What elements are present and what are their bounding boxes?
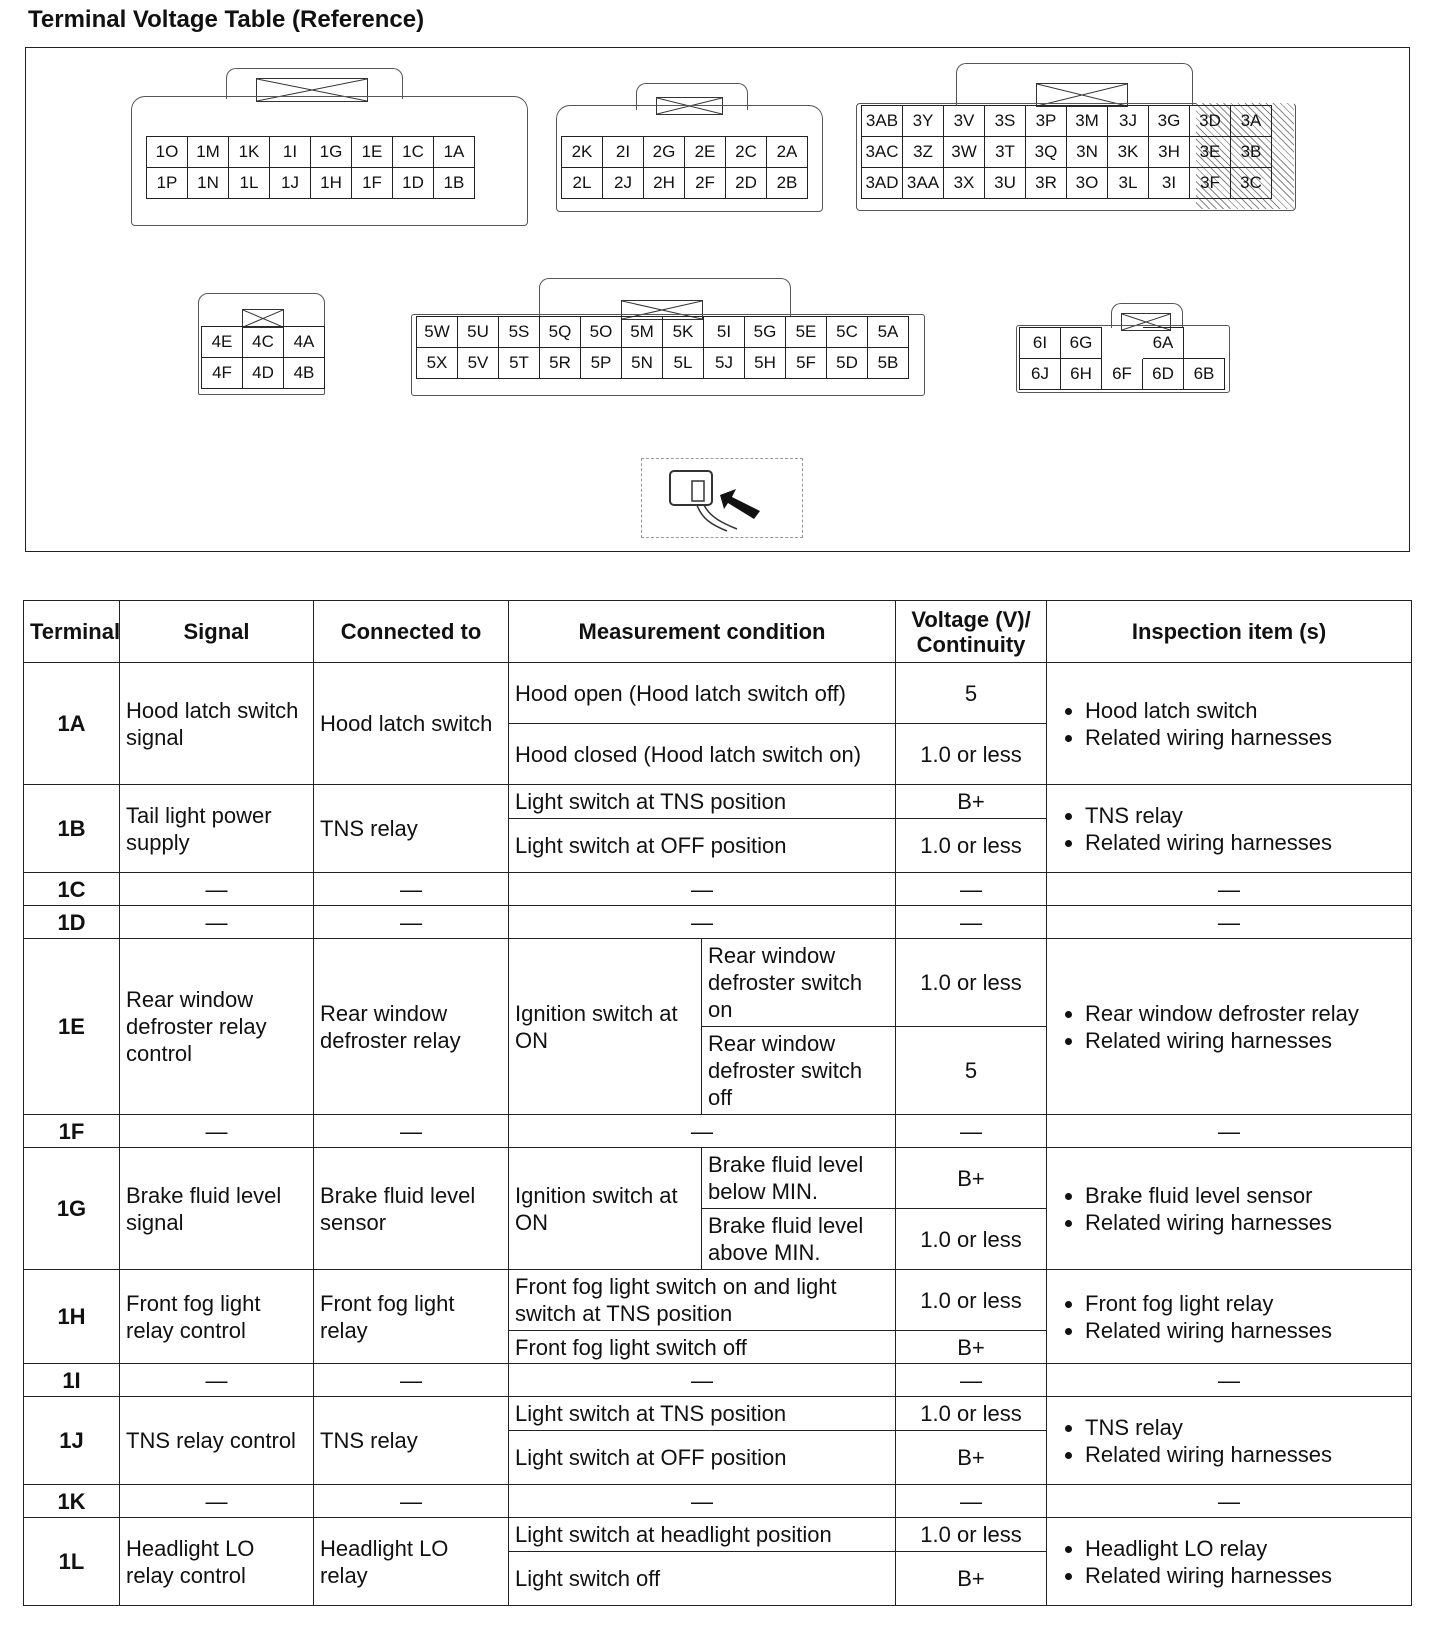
header-inspection: Inspection item (s) (1047, 601, 1412, 663)
terminal-pin: 1C (393, 137, 434, 168)
signal-cell: Front fog light relay control (120, 1270, 314, 1364)
terminal-pin: 4D (243, 358, 284, 389)
table-row (24, 1397, 1412, 1431)
connector-1-terminals (146, 136, 475, 199)
terminal-voltage-table (23, 600, 1412, 1606)
terminal-pin: 1L (229, 168, 270, 199)
terminal-pin: 2K (562, 137, 603, 168)
terminal-pin: 2C (726, 137, 767, 168)
signal-cell: Brake fluid level signal (120, 1148, 314, 1270)
terminal-cell: 1C (24, 873, 120, 906)
inspection-cell (1047, 663, 1412, 785)
terminal-pin: 6B (1184, 359, 1225, 390)
terminal-pin: 3Q (1026, 137, 1067, 168)
table-row (24, 1115, 1412, 1148)
terminal-row (417, 317, 909, 348)
connector-5-terminals (416, 316, 909, 379)
terminal-pin: 5X (417, 348, 458, 379)
terminal-pin: 5B (868, 348, 909, 379)
terminal-pin: 4F (202, 358, 243, 389)
terminal-pin: 5O (581, 317, 622, 348)
terminal-row (417, 348, 909, 379)
condition-cell: Front fog light switch on and light switch at TNS position (509, 1270, 896, 1331)
table-row (24, 1148, 1412, 1209)
inspection-item: • TNS relay (1085, 1414, 1405, 1441)
table-row (24, 1518, 1412, 1552)
terminal-row (147, 168, 475, 199)
voltage-cell: 1.0 or less (896, 1518, 1047, 1552)
terminal-pin: 5M (622, 317, 663, 348)
connected-cell: TNS relay (314, 1397, 509, 1485)
terminal-pin: 6I (1020, 328, 1061, 359)
terminal-pin: 3I (1149, 168, 1190, 199)
condition-cell: Front fog light switch off (509, 1331, 896, 1364)
terminal-pin: 6A (1143, 328, 1184, 359)
dash-cell: — (896, 1364, 1047, 1397)
terminal-pin: 3AB (862, 106, 903, 137)
terminal-pin: 1D (393, 168, 434, 199)
dash-cell: — (120, 906, 314, 939)
terminal-pin: 3S (985, 106, 1026, 137)
terminal-pin: 5H (745, 348, 786, 379)
connector-1 (131, 68, 531, 228)
terminal-pin: 1K (229, 137, 270, 168)
terminal-cell: 1D (24, 906, 120, 939)
voltage-cell: B+ (896, 1148, 1047, 1209)
terminal-cell: 1E (24, 939, 120, 1115)
terminal-pin: 3AD (862, 168, 903, 199)
sub-condition-cell: Brake fluid level above MIN. (702, 1209, 896, 1270)
terminal-pin: 5L (663, 348, 704, 379)
terminal-pin: 3F (1190, 168, 1231, 199)
connector-5 (411, 278, 931, 398)
connector-4-terminals (201, 326, 325, 389)
dash-cell: — (1047, 873, 1412, 906)
terminal-pin: 3O (1067, 168, 1108, 199)
connected-cell: Brake fluid level sensor (314, 1148, 509, 1270)
terminal-pin: 5Q (540, 317, 581, 348)
terminal-pin: 5E (786, 317, 827, 348)
terminal-row (862, 168, 1272, 199)
terminal-pin: 1B (434, 168, 475, 199)
voltage-cell: 1.0 or less (896, 1397, 1047, 1431)
terminal-pin: 2B (767, 168, 808, 199)
sub-condition-cell: Rear window defroster switch on (702, 939, 896, 1027)
inspection-item: • Headlight LO relay (1085, 1535, 1405, 1562)
terminal-pin: 5C (827, 317, 868, 348)
table-row (24, 906, 1412, 939)
terminal-pin: 3L (1108, 168, 1149, 199)
table-row (24, 1270, 1412, 1331)
condition-cell: Light switch at OFF position (509, 819, 896, 873)
signal-cell: TNS relay control (120, 1397, 314, 1485)
connector-3 (856, 63, 1296, 213)
dash-cell: — (896, 1115, 1047, 1148)
connected-cell: Front fog light relay (314, 1270, 509, 1364)
terminal-pin: 3T (985, 137, 1026, 168)
terminal-pin: 4A (284, 327, 325, 358)
terminal-pin: 3Z (903, 137, 944, 168)
terminal-pin: 3AC (862, 137, 903, 168)
terminal-pin: 4C (243, 327, 284, 358)
inspection-cell (1047, 1148, 1412, 1270)
header-terminal: Terminal (24, 601, 120, 663)
terminal-cell: 1J (24, 1397, 120, 1485)
terminal-pin: 4B (284, 358, 325, 389)
terminal-pin: 6G (1061, 328, 1102, 359)
signal-cell: Rear window defroster relay control (120, 939, 314, 1115)
terminal-pin: 6H (1061, 359, 1102, 390)
terminal-pin: 2A (767, 137, 808, 168)
terminal-pin: 5U (458, 317, 499, 348)
terminal-pin: 3U (985, 168, 1026, 199)
inspection-item: • Related wiring harnesses (1085, 829, 1405, 856)
terminal-pin: 1G (311, 137, 352, 168)
terminal-pin: 5A (868, 317, 909, 348)
terminal-pin: 2E (685, 137, 726, 168)
inspection-item: • Related wiring harnesses (1085, 1209, 1405, 1236)
dash-cell: — (120, 1364, 314, 1397)
voltage-cell: 1.0 or less (896, 1209, 1047, 1270)
condition-cell: Ignition switch at ON (509, 939, 702, 1115)
inspection-cell (1047, 1397, 1412, 1485)
dash-cell: — (314, 1115, 509, 1148)
dash-cell: — (509, 1485, 896, 1518)
condition-cell: Light switch at TNS position (509, 1397, 896, 1431)
inspection-item: • Front fog light relay (1085, 1290, 1405, 1317)
terminal-row (147, 137, 475, 168)
condition-cell: Light switch at TNS position (509, 785, 896, 819)
table-row (24, 1485, 1412, 1518)
voltage-cell: 1.0 or less (896, 1270, 1047, 1331)
connector-2-terminals (561, 136, 808, 199)
terminal-pin: 2F (685, 168, 726, 199)
header-voltage: Voltage (V)/ Continuity (896, 601, 1047, 663)
terminal-pin: 6F (1102, 359, 1143, 390)
terminal-pin: 2I (603, 137, 644, 168)
terminal-row (202, 358, 325, 389)
connector-diagram (25, 47, 1410, 552)
terminal-pin: 5R (540, 348, 581, 379)
terminal-pin: 5T (499, 348, 540, 379)
dash-cell: — (1047, 906, 1412, 939)
voltage-cell: B+ (896, 1331, 1047, 1364)
terminal-pin: 1N (188, 168, 229, 199)
inspection-cell (1047, 1518, 1412, 1606)
terminal-pin: 2L (562, 168, 603, 199)
sub-condition-cell: Brake fluid level below MIN. (702, 1148, 896, 1209)
terminal-pin: 5G (745, 317, 786, 348)
connector-3-terminals (861, 105, 1272, 199)
inspection-item: • Rear window defroster relay (1085, 1000, 1405, 1027)
dash-cell: — (314, 873, 509, 906)
voltage-cell: 1.0 or less (896, 724, 1047, 785)
terminal-pin: 3J (1108, 106, 1149, 137)
terminal-pin: 2G (644, 137, 685, 168)
terminal-cell: 1H (24, 1270, 120, 1364)
inspection-item: • Related wiring harnesses (1085, 1027, 1405, 1054)
terminal-pin: 5I (704, 317, 745, 348)
terminal-pin: 6D (1143, 359, 1184, 390)
terminal-row (1020, 359, 1225, 390)
terminal-row (562, 168, 808, 199)
terminal-pin: 1J (270, 168, 311, 199)
connected-cell: Rear window defroster relay (314, 939, 509, 1115)
terminal-pin: 5V (458, 348, 499, 379)
connector-6-terminals (1019, 327, 1225, 390)
dash-cell: — (120, 873, 314, 906)
voltage-cell: 5 (896, 663, 1047, 724)
voltage-cell: 1.0 or less (896, 939, 1047, 1027)
terminal-pin: 5P (581, 348, 622, 379)
terminal-cell: 1L (24, 1518, 120, 1606)
condition-cell: Hood closed (Hood latch switch on) (509, 724, 896, 785)
dash-cell: — (896, 906, 1047, 939)
dash-cell: — (314, 1364, 509, 1397)
terminal-pin: 5K (663, 317, 704, 348)
terminal-pin: 1F (352, 168, 393, 199)
terminal-pin: 3K (1108, 137, 1149, 168)
inspection-item: • Brake fluid level sensor (1085, 1182, 1405, 1209)
terminal-cell: 1F (24, 1115, 120, 1148)
page-title: Terminal Voltage Table (Reference) (28, 6, 425, 33)
table-row (24, 939, 1412, 1027)
connected-cell: TNS relay (314, 785, 509, 873)
voltage-cell: B+ (896, 1552, 1047, 1606)
terminal-pin: 3P (1026, 106, 1067, 137)
terminal-pin: 5D (827, 348, 868, 379)
dash-cell: — (509, 1115, 896, 1148)
terminal-pin: 1A (434, 137, 475, 168)
table-row (24, 663, 1412, 724)
table-row (24, 873, 1412, 906)
table-row (24, 1364, 1412, 1397)
terminal-pin: 3R (1026, 168, 1067, 199)
dash-cell: — (509, 1364, 896, 1397)
dash-cell: — (896, 873, 1047, 906)
voltage-cell: B+ (896, 1431, 1047, 1485)
dash-cell: — (120, 1485, 314, 1518)
inspection-item: • TNS relay (1085, 802, 1405, 829)
terminal-pin: 3H (1149, 137, 1190, 168)
terminal-pin: 3N (1067, 137, 1108, 168)
inspection-cell (1047, 1270, 1412, 1364)
dash-cell: — (1047, 1485, 1412, 1518)
terminal-pin: 5N (622, 348, 663, 379)
sub-condition-cell: Rear window defroster switch off (702, 1027, 896, 1115)
terminal-row (562, 137, 808, 168)
terminal-pin: 3M (1067, 106, 1108, 137)
terminal-row (1020, 328, 1225, 359)
terminal-pin: 5F (786, 348, 827, 379)
inspection-item: • Hood latch switch (1085, 697, 1405, 724)
terminal-pin: 3B (1231, 137, 1272, 168)
inspection-item: • Related wiring harnesses (1085, 1317, 1405, 1344)
inspection-cell (1047, 939, 1412, 1115)
terminal-pin (1102, 328, 1143, 359)
inspection-cell (1047, 785, 1412, 873)
terminal-pin: 5S (499, 317, 540, 348)
terminal-pin: 1M (188, 137, 229, 168)
signal-cell: Hood latch switch signal (120, 663, 314, 785)
header-measurement-condition: Measurement condition (509, 601, 896, 663)
table-row (24, 785, 1412, 819)
voltage-cell: B+ (896, 785, 1047, 819)
terminal-pin: 3C (1231, 168, 1272, 199)
terminal-pin: 3A (1231, 106, 1272, 137)
terminal-row (862, 137, 1272, 168)
dash-cell: — (1047, 1115, 1412, 1148)
terminal-pin: 1O (147, 137, 188, 168)
terminal-cell: 1A (24, 663, 120, 785)
inspection-item: • Related wiring harnesses (1085, 1562, 1405, 1589)
terminal-pin: 1E (352, 137, 393, 168)
condition-cell: Hood open (Hood latch switch off) (509, 663, 896, 724)
voltage-cell: 5 (896, 1027, 1047, 1115)
terminal-pin: 3V (944, 106, 985, 137)
terminal-pin: 2D (726, 168, 767, 199)
terminal-pin: 2H (644, 168, 685, 199)
condition-cell: Light switch off (509, 1552, 896, 1606)
terminal-pin: 4E (202, 327, 243, 358)
terminal-pin: 3W (944, 137, 985, 168)
header-signal: Signal (120, 601, 314, 663)
inspection-item: • Related wiring harnesses (1085, 1441, 1405, 1468)
dash-cell: — (1047, 1364, 1412, 1397)
dash-cell: — (896, 1485, 1047, 1518)
terminal-pin: 3X (944, 168, 985, 199)
terminal-row (202, 327, 325, 358)
condition-cell: Light switch at OFF position (509, 1431, 896, 1485)
terminal-pin: 6J (1020, 359, 1061, 390)
connected-cell: Headlight LO relay (314, 1518, 509, 1606)
connected-cell: Hood latch switch (314, 663, 509, 785)
terminal-pin: 3D (1190, 106, 1231, 137)
dash-cell: — (509, 873, 896, 906)
terminal-pin: 3AA (903, 168, 944, 199)
signal-cell: Tail light power supply (120, 785, 314, 873)
terminal-pin: 3Y (903, 106, 944, 137)
terminal-row (862, 106, 1272, 137)
terminal-pin: 2J (603, 168, 644, 199)
condition-cell: Ignition switch at ON (509, 1148, 702, 1270)
voltage-cell: 1.0 or less (896, 819, 1047, 873)
condition-cell: Light switch at headlight position (509, 1518, 896, 1552)
terminal-cell: 1B (24, 785, 120, 873)
connector-6 (1016, 303, 1236, 393)
probe-illustration (641, 458, 803, 538)
signal-cell: Headlight LO relay control (120, 1518, 314, 1606)
inspection-item: • Related wiring harnesses (1085, 724, 1405, 751)
terminal-pin: 5J (704, 348, 745, 379)
terminal-pin: 1H (311, 168, 352, 199)
connector-4 (198, 293, 328, 403)
dash-cell: — (314, 1485, 509, 1518)
terminal-pin: 3G (1149, 106, 1190, 137)
connector-2 (556, 83, 826, 213)
terminal-pin: 1I (270, 137, 311, 168)
terminal-cell: 1I (24, 1364, 120, 1397)
terminal-cell: 1K (24, 1485, 120, 1518)
dash-cell: — (120, 1115, 314, 1148)
terminal-pin: 5W (417, 317, 458, 348)
dash-cell: — (314, 906, 509, 939)
dash-cell: — (509, 906, 896, 939)
terminal-pin: 3E (1190, 137, 1231, 168)
terminal-cell: 1G (24, 1148, 120, 1270)
header-connected-to: Connected to (314, 601, 509, 663)
terminal-pin: 1P (147, 168, 188, 199)
